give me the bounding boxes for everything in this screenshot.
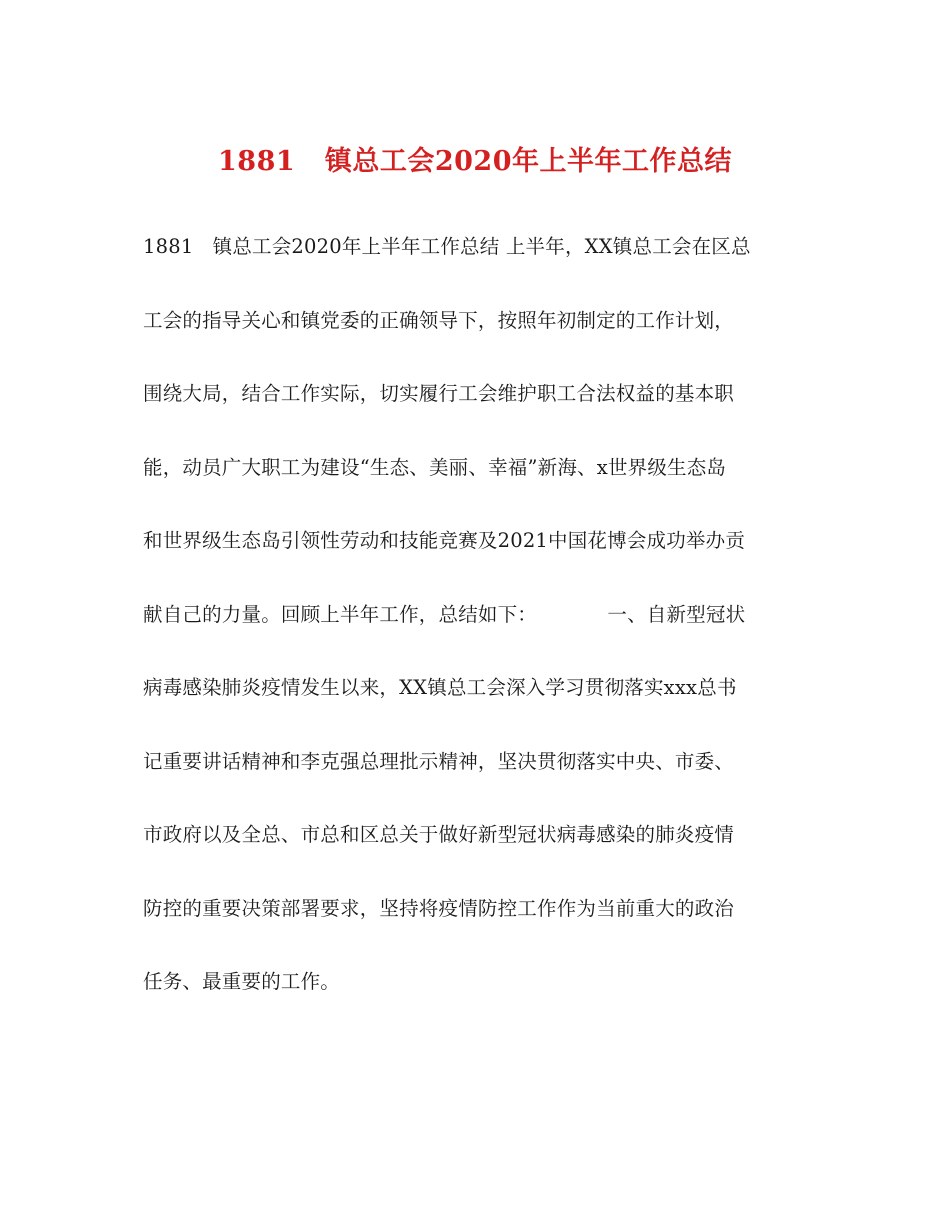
body-line-4: 能，动员广大职工为建设“生态、美丽、幸福”新海、x世界级生态岛 bbox=[143, 455, 727, 479]
page-title: 1881 镇总工会2020年上半年工作总结 bbox=[218, 146, 732, 177]
body-line-9: 市政府以及全总、市总和区总关于做好新型冠状病毒感染的肺炎疫情 bbox=[143, 823, 735, 846]
body-line-1: 1881 镇总工会2020年上半年工作总结 上半年，XX镇总工会在区总 bbox=[143, 235, 751, 258]
body-text bbox=[143, 228, 843, 1037]
body-line-2: 工会的指导关心和镇党委的正确领导下，按照年初制定的工作计划， bbox=[143, 308, 735, 332]
body-line-7: 病毒感染肺炎疫情发生以来，XX镇总工会深入学习贯彻落实xxx总书 bbox=[143, 676, 737, 699]
body-line-10: 防控的重要决策部署要求，坚持将疫情防控工作作为当前重大的政治 bbox=[143, 896, 735, 920]
body-line-8: 记重要讲话精神和李克强总理批示精神，坚决贯彻落实中央、市委、 bbox=[143, 749, 735, 773]
body-line-3: 围绕大局，结合工作实际，切实履行工会维护职工合法权益的基本职 bbox=[143, 382, 735, 405]
body-line-6: 献自己的力量。回顾上半年工作，总结如下： 一、自新型冠状 bbox=[143, 602, 746, 626]
body-line-11: 任务、最重要的工作。 bbox=[143, 970, 341, 993]
body-line-5: 和世界级生态岛引领性劳动和技能竞赛及2021中国花博会成功举办贡 bbox=[143, 529, 746, 552]
